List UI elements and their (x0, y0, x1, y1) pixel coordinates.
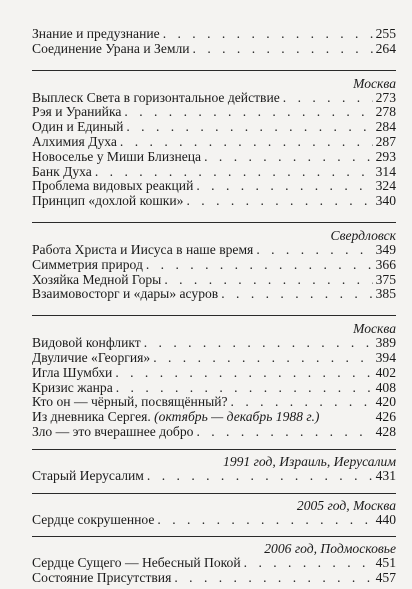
entry-title (32, 410, 319, 425)
toc-entry[interactable] (32, 571, 396, 586)
dot-leader (204, 150, 373, 165)
entry-title-text: Игла Шумбхи (32, 365, 113, 380)
entry-title (32, 120, 123, 135)
entry-title-text: Кто он — чёрный, посвящённый? (32, 395, 228, 410)
page-number: 431 (375, 468, 396, 483)
entry-title (32, 336, 141, 351)
dot-leader (115, 366, 372, 381)
entry-title-text: Старый Иерусалим (32, 468, 144, 483)
dot-leader (144, 336, 373, 351)
page-number: 340 (375, 194, 396, 209)
entry-title-text: Сердце сокрушенное (32, 512, 155, 527)
entry-title (32, 258, 143, 273)
toc-entry[interactable] (32, 105, 396, 120)
toc-entry[interactable] (32, 513, 396, 528)
page-number: 366 (375, 257, 396, 272)
dot-leader (153, 351, 372, 366)
toc-entry[interactable] (32, 258, 396, 273)
entry-title (32, 366, 112, 381)
page-number: 451 (375, 556, 396, 571)
dot-leader (164, 273, 372, 288)
entry-title (32, 243, 253, 258)
page-number: 273 (375, 90, 396, 105)
dot-leader (196, 179, 372, 194)
entry-title-text: Принцип «дохлой кошки» (32, 194, 184, 209)
dot-leader (120, 135, 373, 150)
toc-entry[interactable] (32, 395, 396, 410)
toc-entry[interactable] (32, 91, 396, 106)
page-number: 408 (375, 380, 396, 395)
entry-title (32, 150, 201, 165)
page-number: 284 (375, 120, 396, 135)
entry-title-text: Видовой конфликт (32, 336, 141, 351)
page-number: 264 (375, 41, 396, 56)
dot-leader (95, 165, 373, 180)
dot-leader (186, 194, 372, 209)
dot-leader (283, 91, 373, 106)
entry-title-text: Выплеск Света в горизонтальное действие (32, 90, 280, 105)
section-heading: 1991 год, Израиль, Иерусалим (223, 453, 396, 469)
dot-leader (256, 243, 372, 258)
entry-title (32, 91, 280, 106)
toc-entry[interactable] (32, 179, 396, 194)
toc-entry[interactable] (32, 366, 396, 381)
toc-entry[interactable] (32, 165, 396, 180)
dot-leader (146, 258, 373, 273)
table-of-contents (32, 27, 396, 586)
entry-title (32, 571, 171, 586)
toc-entry[interactable] (32, 150, 396, 165)
entry-title (32, 381, 113, 396)
entry-title (32, 469, 144, 484)
entry-title-text: Симметрия природ (32, 257, 143, 272)
page-number: 385 (375, 287, 396, 302)
page-number: 324 (375, 179, 396, 194)
entry-title-text: Сердце Сущего — Небесный Покой (32, 556, 241, 571)
dot-leader (126, 120, 372, 135)
entry-title-text: Из дневника Сергея. (32, 410, 155, 425)
entry-title-text: Рэя и Уранийка (32, 105, 122, 120)
page-number: 394 (375, 350, 396, 365)
page-number: 420 (375, 395, 396, 410)
page-number: 255 (375, 27, 396, 41)
section-heading: Москва (353, 75, 396, 91)
toc-entry[interactable] (32, 425, 396, 440)
entry-title-text: Соединение Урана и Земли (32, 41, 190, 56)
page-number: 314 (375, 164, 396, 179)
toc-entry[interactable] (32, 27, 396, 42)
entry-title (32, 287, 218, 302)
toc-entry[interactable] (32, 120, 396, 135)
toc-entry[interactable] (32, 243, 396, 258)
dot-leader (221, 287, 372, 302)
page-number: 293 (375, 149, 396, 164)
dot-leader (174, 571, 372, 586)
entry-title-text: Знание и предузнание (32, 27, 160, 41)
entry-title (32, 194, 183, 209)
section-heading: Свердловск (330, 227, 396, 243)
page-number: 402 (375, 365, 396, 380)
dot-leader (157, 513, 372, 528)
toc-entry[interactable] (32, 410, 396, 425)
dot-leader (244, 556, 373, 571)
page-number: 440 (375, 512, 396, 527)
entry-title (32, 351, 150, 366)
entry-title (32, 395, 228, 410)
dot-leader (147, 469, 373, 484)
entry-title (32, 105, 121, 120)
toc-entry[interactable] (32, 381, 396, 396)
page-number: 426 (375, 410, 396, 425)
section-heading: 2005 год, Москва (296, 497, 396, 513)
entry-title-text: Один и Единый (32, 120, 124, 135)
entry-title (32, 27, 160, 42)
page-number: 428 (375, 424, 396, 439)
toc-entry[interactable] (32, 351, 396, 366)
page-number: 349 (375, 242, 396, 257)
entry-title (32, 556, 241, 571)
page-number: 287 (375, 134, 396, 149)
section-heading: 2006 год, Подмосковье (264, 541, 396, 557)
entry-title (32, 179, 193, 194)
entry-title-text: Проблема видовых реакций (32, 179, 194, 194)
entry-title (32, 513, 154, 528)
entry-title-date: (октябрь — декабрь 1988 г.) (154, 410, 320, 425)
toc-entry[interactable] (32, 336, 396, 351)
entry-title-text: Двуличие «Георгия» (32, 350, 151, 365)
toc-entry[interactable] (32, 194, 396, 209)
entry-title (32, 42, 190, 57)
toc-entry[interactable] (32, 135, 396, 150)
entry-title (32, 135, 117, 150)
entry-title (32, 273, 161, 288)
entry-title (32, 165, 92, 180)
dot-leader (196, 425, 372, 440)
entry-title-text: Новоселье у Миши Близнеца (32, 149, 202, 164)
entry-title-text: Банк Духа (32, 164, 92, 179)
dot-leader (116, 381, 373, 396)
entry-title-text: Взаимовосторг и «дары» асуров (32, 287, 219, 302)
toc-entry[interactable] (32, 273, 396, 288)
toc-entry[interactable] (32, 556, 396, 571)
section-heading: Москва (353, 321, 396, 337)
entry-title-text: Зло — это вчерашнее добро (32, 424, 194, 439)
entry-title-text: Хозяйка Медной Горы (32, 272, 162, 287)
entry-title-text: Кризис жанра (32, 380, 113, 395)
page-number: 375 (375, 272, 396, 287)
toc-entry[interactable] (32, 287, 396, 302)
toc-entry[interactable] (32, 42, 396, 57)
dot-leader (124, 105, 372, 120)
entry-title-text: Работа Христа и Иисуса в наше время (32, 242, 254, 257)
entry-title-text: Алхимия Духа (32, 134, 117, 149)
page-number: 278 (375, 105, 396, 120)
entry-title (32, 425, 193, 440)
toc-entry[interactable] (32, 469, 396, 484)
page-number: 389 (375, 336, 396, 351)
page-number: 457 (375, 571, 396, 586)
dot-leader (193, 42, 373, 57)
entry-title-text: Состояние Присутствия (32, 571, 172, 586)
dot-leader (163, 27, 373, 42)
dot-leader (231, 395, 373, 410)
